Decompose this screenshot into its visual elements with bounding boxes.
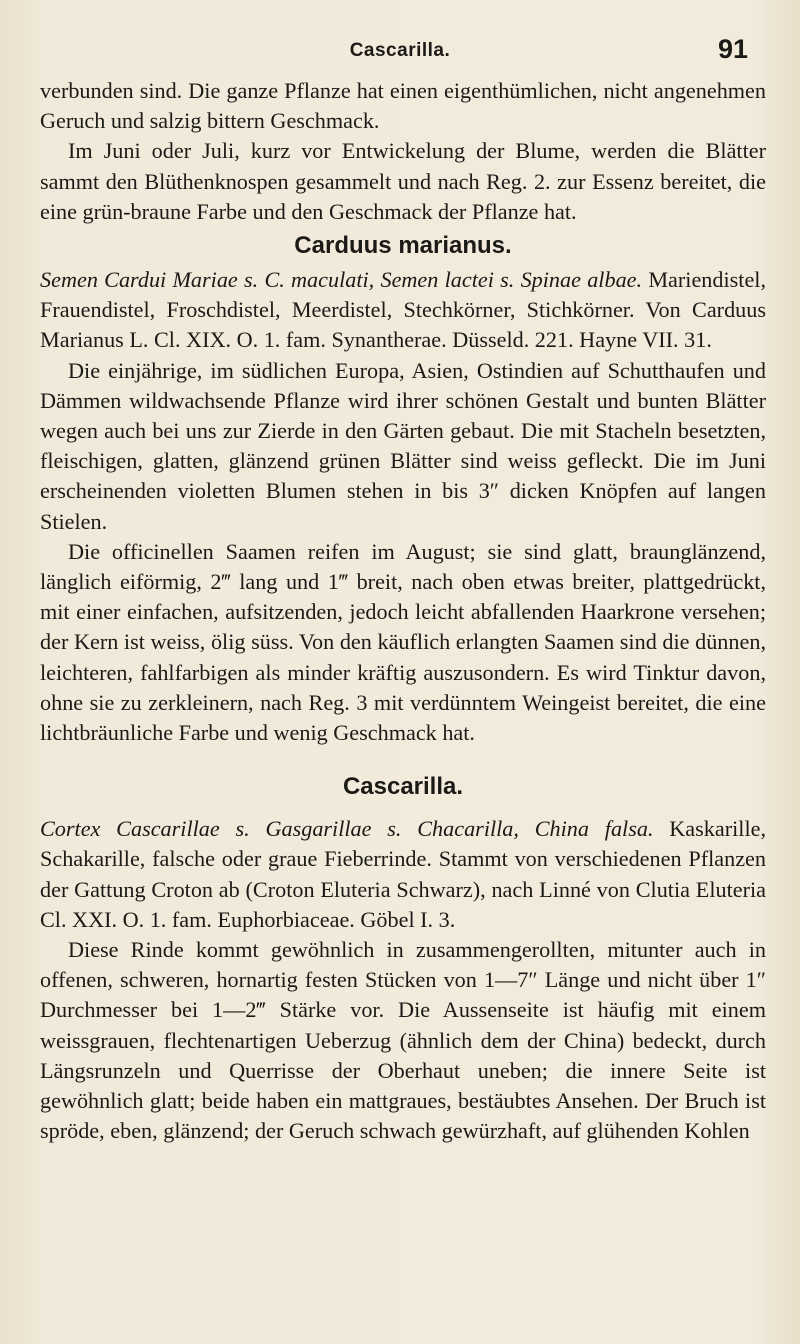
carduus-latin-names: Semen Cardui Mariae s. C. maculati, Semen lactei s. Spinae albae. [40,267,643,293]
section-heading-cascarilla: Cascarilla. [342,773,464,801]
carduus-description-paragraph: Die einjährige, im südlichen Europa, Asien, Ostindien auf Schutthaufen und Dämmen wildwachsende Pflanze wird ihrer schönen Gestalt und bunten Blätter wegen auch bei uns zur Zierde in den Gärten gebaut. Die mit Stacheln besetzten, fleischigen, glatten, glänzend grünen Blätter sind weiss gefleckt. Die im Juni erscheinenden violetten Blumen stehen in bis 3″ dicken Knöpfen auf langen Stielen. [40,357,766,534]
carduus-names-paragraph [40,265,766,356]
cascarilla-latin-names: Cortex Cascarillae s. Gasgarillae s. Chacarilla, China falsa. [40,816,654,842]
page-number: 91 [717,34,748,64]
cascarilla-names-paragraph [40,814,766,935]
cascarilla-description-paragraph: Diese Rinde kommt gewöhnlich in zusammengerollten, mitunter auch in offenen, schweren, hornartig festen Stücken von 1—7″ Länge und nicht über 1″ Durchmesser bei 1—2‴ Stärke vor. Die Aussenseite ist häufig mit einem weissgrauen, flechtenartigen Ueberzug (ähnlich dem der China) bedeckt, durch Längsrunzeln und Querrisse der Oberhaut uneben; die innere Seite ist gewöhnlich glatt; beide haben ein mattgraues, bestäubtes Ansehen. Der Bruch ist spröde, eben, glänzend; der Geruch schwach gewürzhaft, auf glühenden Kohlen [40,937,766,1144]
body-text [40,76,766,1147]
running-head [40,34,760,64]
carduus-seeds-paragraph: Die officinellen Saamen reifen im August; sie sind glatt, braunglänzend, länglich eiförmig, 2‴ lang und 1‴ breit, nach oben etwas breiter, plattgedrückt, mit einer einfachen, aufsitzenden, jedoch leicht abfallenden Haarkrone versehen; der Kern ist weiss, ölig süss. Von den käuflich erlangten Saamen sind die dünnen, leichteren, fahlfarbigen als minder kräftig auszusondern. Es wird Tinktur davon, ohne sie zu zerkleinern, nach Reg. 3 mit verdünntem Weingeist bereitet, die eine lichtbräunliche Farbe und wenig Geschmack hat. [40,538,766,746]
running-title: Cascarilla. [349,40,451,61]
carduus-synonyms: Mariendistel, Frauendistel, Froschdistel, Meerdistel, Stechkörner, Stichkörner. Von Carduus Marianus L. Cl. XIX. O. 1. fam. Synantherae. Düsseld. 221. Hayne VII. 31. [40,267,766,353]
preparation-paragraph: Im Juni oder Juli, kurz vor Entwickelung der Blume, werden die Blätter sammt den Blüthenknospen gesammelt und nach Reg. 2. zur Essenz bereitet, die eine grün-braune Farbe und den Geschmack der Pflanze hat. [40,138,766,224]
cascarilla-synonyms: Kaskarille, Schakarille, falsche oder graue Fieberrinde. Stammt von verschiedenen Pflanzen der Gattung Croton ab (Croton Eluteria Schwarz), nach Linné von Clutia Eluteria Cl. XXI. O. 1. fam. Euphorbiaceae. Göbel I. 3. [40,816,767,932]
continued-paragraph: verbunden sind. Die ganze Pflanze hat einen eigenthümlichen, nicht angenehmen Geruch und salzig bittern Geschmack. [40,78,766,134]
section-heading-carduus: Carduus marianus. [294,232,512,260]
